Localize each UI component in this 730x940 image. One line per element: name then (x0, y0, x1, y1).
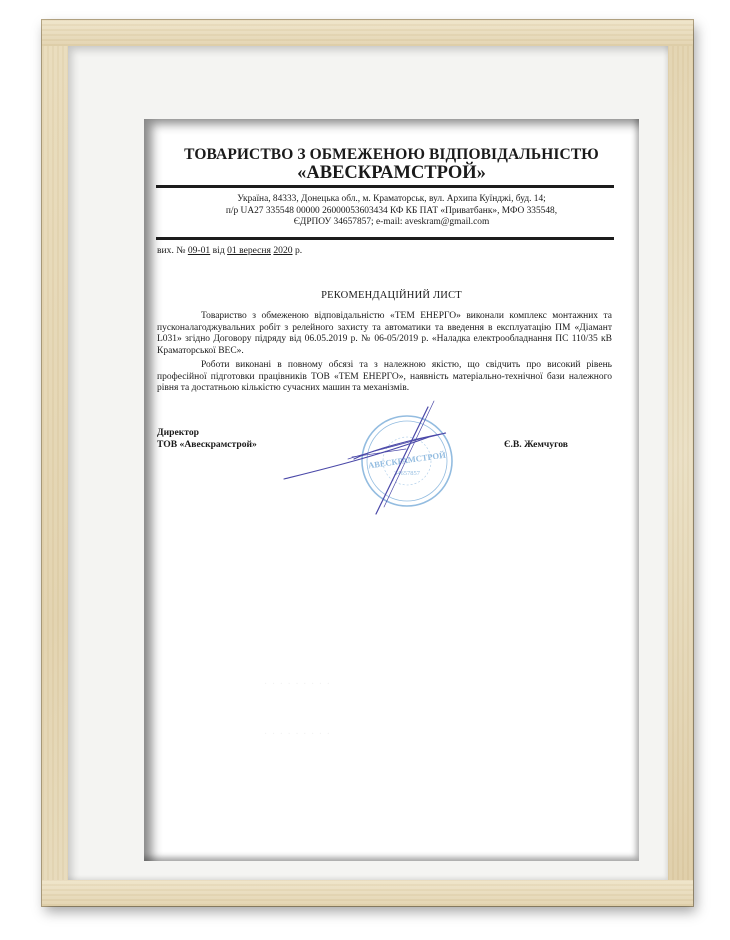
outgoing-number (157, 245, 302, 256)
stamp-inner-ring (383, 437, 431, 485)
header-divider-top (156, 185, 614, 188)
outgoing-prefix: вих. № (157, 245, 186, 256)
stamp-code: 34657857 (394, 470, 420, 477)
stamp-outer-ring (362, 416, 452, 506)
body-paragraph-2: Роботи виконані в повному обсязі та з належною якістю, що свідчить про високий рівень професійної підготовки працівників ТОВ «ТЕМ ЕНЕРГО», наявність матеріально-технічної бази належного рівня та достатньою кількістю сучасних машин та механізмів. (157, 360, 612, 394)
outgoing-suffix: р. (294, 245, 303, 256)
outgoing-number-value: 09-01 (187, 245, 211, 256)
picture-frame (42, 20, 693, 906)
signatory-company: ТОВ «Авескрамстрой» (157, 438, 257, 450)
company-stamp (362, 416, 452, 506)
address-line: Україна, 84333, Донецька обл., м. Краматорськ, вул. Архипа Куїнджі, буд. 14; (237, 194, 546, 204)
frame-top-rail (42, 20, 693, 46)
stamp-and-signature (144, 119, 639, 861)
show-through-text: · · · · · · · · · (264, 679, 331, 690)
body-paragraph-1: Товариство з обмеженою відповідальністю «ТЕМ ЕНЕРГО» виконали комплекс монтажних та пусконалагоджувальних робіт з релейного захисту та автоматики та введення в експлуатацію ПМ «Діамант L031» згідно Договору підряду від 06.05.2019 р. № 06-05/2019 р. «Наладка електрообладнання ПС 110/35 кВ Краматорської ВЕС». (157, 311, 612, 356)
company-name-line2: «АВЕСКРАМСТРОЙ» (297, 163, 486, 183)
signatory-position: Директор (157, 427, 199, 438)
recommendation-letter (144, 119, 639, 861)
passe-partout-mat (68, 46, 668, 880)
frame-bottom-rail (42, 880, 693, 906)
handwritten-signature (284, 401, 446, 514)
stamp-middle-ring (367, 421, 447, 501)
outgoing-date-year: 2020 (273, 245, 293, 256)
stamp-center-text: АВЕСКРАМСТРОЙ (367, 449, 447, 471)
outgoing-from-label: від (212, 245, 225, 256)
company-address-block (144, 194, 639, 229)
signatory-name: Є.В. Жемчугов (504, 439, 568, 450)
registration-email-line: ЄДРПОУ 34657857; e-mail: aveskram@gmail.com (293, 217, 490, 227)
company-name-line1: ТОВАРИСТВО З ОБМЕЖЕНОЮ ВІДПОВІДАЛЬНІСТЮ (184, 146, 599, 163)
header-divider-bottom (156, 237, 614, 240)
bank-details-line: п/р UA27 335548 00000 26000053603434 КФ КБ ПАТ «Приватбанк», МФО 335548, (225, 205, 558, 216)
outgoing-date-day: 01 вересня (227, 245, 271, 256)
document-page (144, 119, 639, 861)
signatory-title (157, 427, 257, 450)
show-through-text: · · · · · · · · · (264, 729, 331, 740)
letter-heading: РЕКОМЕНДАЦІЙНИЙ ЛИСТ (321, 290, 462, 301)
